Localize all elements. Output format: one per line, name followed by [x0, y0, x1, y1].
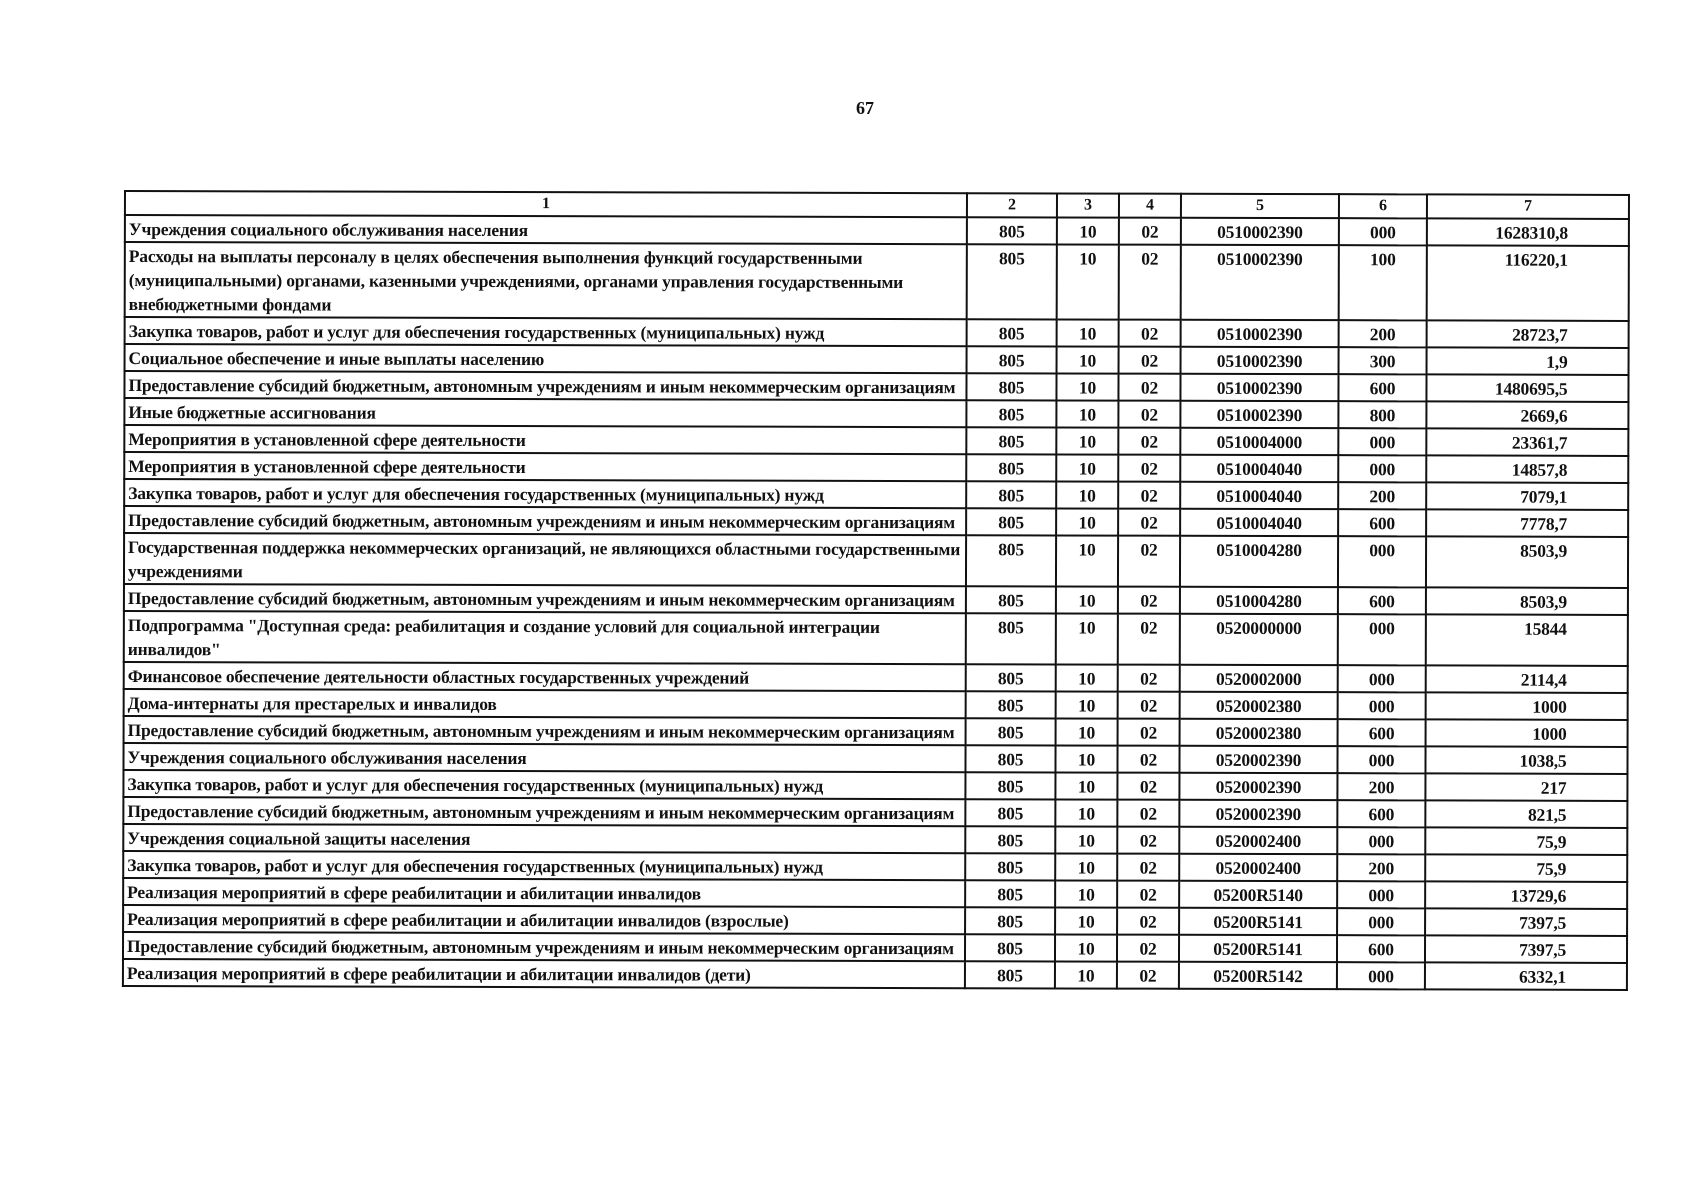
cell-admin-code: 805 — [966, 508, 1056, 535]
cell-admin-code: 805 — [965, 772, 1055, 799]
cell-subsection: 02 — [1118, 401, 1180, 428]
table-row — [123, 743, 1627, 774]
cell-subsection: 02 — [1118, 719, 1180, 746]
cell-section: 10 — [1056, 427, 1118, 454]
cell-admin-code: 805 — [965, 961, 1055, 988]
cell-subsection: 02 — [1117, 746, 1179, 773]
table-row — [125, 215, 1629, 246]
cell-target-article: 0520000000 — [1180, 614, 1338, 665]
cell-target-article: 0510004000 — [1180, 428, 1338, 455]
cell-target-article: 0510004040 — [1180, 509, 1338, 536]
cell-target-article: 0510004280 — [1180, 587, 1338, 614]
cell-amount: 1628310,8 — [1427, 218, 1629, 246]
column-header: 4 — [1119, 194, 1181, 218]
table-body — [123, 215, 1629, 990]
cell-section: 10 — [1056, 613, 1118, 664]
cell-admin-code: 805 — [965, 934, 1055, 961]
cell-amount: 8503,9 — [1426, 587, 1628, 615]
cell-subsection: 02 — [1119, 245, 1181, 320]
cell-admin-code: 805 — [965, 826, 1055, 853]
cell-target-article: 0510002390 — [1180, 374, 1338, 401]
cell-name: Расходы на выплаты персоналу в целях обеспечения выполнения функций государственными (муниципальными) органами, казенными учреждениями, органами управления государственными внебюджетными фондами — [125, 242, 967, 319]
cell-subsection: 02 — [1117, 773, 1179, 800]
cell-subsection: 02 — [1117, 800, 1179, 827]
cell-section: 10 — [1056, 586, 1118, 613]
table-row — [123, 824, 1627, 855]
column-header: 7 — [1427, 194, 1629, 219]
cell-expense-type: 000 — [1337, 908, 1425, 935]
cell-target-article: 0520002390 — [1179, 773, 1337, 800]
cell-expense-type: 000 — [1338, 665, 1426, 692]
cell-subsection: 02 — [1118, 587, 1180, 614]
cell-expense-type: 100 — [1339, 245, 1427, 320]
cell-section: 10 — [1057, 217, 1119, 244]
table-row — [125, 242, 1629, 321]
cell-subsection: 02 — [1117, 881, 1179, 908]
table-row — [124, 662, 1628, 693]
cell-name: Мероприятия в установленной сфере деятельности — [124, 425, 966, 454]
budget-table — [122, 190, 1630, 991]
cell-amount: 2669,6 — [1426, 401, 1628, 429]
cell-name: Реализация мероприятий в сфере реабилитации и абилитации инвалидов (дети) — [123, 959, 965, 988]
cell-expense-type: 000 — [1337, 881, 1425, 908]
cell-amount: 75,9 — [1425, 827, 1627, 855]
cell-admin-code: 805 — [966, 481, 1056, 508]
cell-admin-code: 805 — [966, 427, 1056, 454]
cell-subsection: 02 — [1117, 962, 1179, 989]
cell-name: Подпрограмма "Доступная среда: реабилитация и создание условий для социальной интеграции инвалидов" — [124, 611, 966, 664]
cell-section: 10 — [1056, 664, 1118, 691]
cell-amount: 13729,6 — [1425, 881, 1627, 909]
cell-amount: 1,9 — [1427, 347, 1629, 375]
cell-subsection: 02 — [1117, 935, 1179, 962]
cell-amount: 217 — [1425, 773, 1627, 801]
cell-target-article: 0520002400 — [1179, 854, 1337, 881]
cell-admin-code: 805 — [966, 718, 1056, 745]
cell-subsection: 02 — [1118, 509, 1180, 536]
cell-target-article: 0520002000 — [1180, 665, 1338, 692]
cell-expense-type: 600 — [1338, 587, 1426, 614]
cell-name: Учреждения социального обслуживания населения — [125, 215, 967, 244]
cell-target-article: 05200R5141 — [1179, 935, 1337, 962]
cell-expense-type: 000 — [1337, 827, 1425, 854]
cell-name: Предоставление субсидий бюджетным, автономным учреждениям и иным некоммерческим организациям — [123, 797, 965, 826]
cell-name: Предоставление субсидий бюджетным, автономным учреждениям и иным некоммерческим организациям — [124, 584, 966, 613]
table-row — [125, 344, 1629, 375]
cell-section: 10 — [1056, 481, 1118, 508]
cell-section: 10 — [1057, 346, 1119, 373]
cell-expense-type: 000 — [1338, 428, 1426, 455]
cell-admin-code: 805 — [965, 880, 1055, 907]
cell-amount: 7079,1 — [1426, 482, 1628, 510]
table-row — [123, 797, 1627, 828]
cell-amount: 1000 — [1426, 719, 1628, 747]
cell-subsection: 02 — [1118, 482, 1180, 509]
cell-expense-type: 200 — [1337, 854, 1425, 881]
cell-section: 10 — [1055, 907, 1117, 934]
cell-name: Предоставление субсидий бюджетным, автономным учреждениям и иным некоммерческим организациям — [124, 716, 966, 745]
cell-amount: 7397,5 — [1425, 935, 1627, 963]
cell-target-article: 0520002380 — [1180, 719, 1338, 746]
cell-amount: 6332,1 — [1425, 962, 1627, 990]
cell-amount: 7397,5 — [1425, 908, 1627, 936]
cell-section: 10 — [1056, 691, 1118, 718]
cell-target-article: 0510002390 — [1181, 218, 1339, 245]
cell-amount: 15844 — [1426, 614, 1628, 666]
cell-name: Дома-интернаты для престарелых и инвалидов — [124, 689, 966, 718]
cell-amount: 75,9 — [1425, 854, 1627, 882]
cell-admin-code: 805 — [965, 853, 1055, 880]
cell-expense-type: 600 — [1338, 719, 1426, 746]
cell-section: 10 — [1056, 508, 1118, 535]
cell-admin-code: 805 — [967, 346, 1057, 373]
cell-section: 10 — [1055, 880, 1117, 907]
cell-section: 10 — [1055, 853, 1117, 880]
column-header: 5 — [1181, 194, 1339, 218]
cell-expense-type: 000 — [1339, 218, 1427, 245]
cell-target-article: 0510002390 — [1180, 401, 1338, 428]
cell-expense-type: 600 — [1337, 935, 1425, 962]
cell-subsection: 02 — [1118, 536, 1180, 587]
cell-section: 10 — [1056, 454, 1118, 481]
page-number: 67 — [856, 98, 874, 118]
cell-section: 10 — [1055, 961, 1117, 988]
table-row — [124, 479, 1628, 510]
cell-admin-code: 805 — [967, 244, 1057, 319]
cell-target-article: 05200R5140 — [1179, 881, 1337, 908]
cell-target-article: 05200R5141 — [1179, 908, 1337, 935]
cell-subsection: 02 — [1118, 665, 1180, 692]
cell-amount: 28723,7 — [1427, 320, 1629, 348]
cell-admin-code: 805 — [966, 373, 1056, 400]
cell-name: Закупка товаров, работ и услуг для обеспечения государственных (муниципальных) нужд — [124, 479, 966, 508]
cell-name: Социальное обеспечение и иные выплаты населению — [125, 344, 967, 373]
cell-name: Предоставление субсидий бюджетным, автономным учреждениям и иным некоммерческим организациям — [123, 932, 965, 961]
cell-expense-type: 000 — [1337, 746, 1425, 773]
cell-target-article: 0510002390 — [1181, 320, 1339, 347]
cell-expense-type: 000 — [1337, 962, 1425, 989]
table-row — [123, 905, 1627, 936]
cell-target-article: 0510004280 — [1180, 536, 1338, 587]
cell-target-article: 05200R5142 — [1179, 962, 1337, 989]
cell-subsection: 02 — [1117, 908, 1179, 935]
cell-admin-code: 805 — [965, 907, 1055, 934]
cell-name: Предоставление субсидий бюджетным, автономным учреждениям и иным некоммерческим организациям — [124, 371, 966, 400]
table-row — [124, 398, 1628, 429]
cell-section: 10 — [1056, 535, 1118, 586]
cell-expense-type: 200 — [1338, 482, 1426, 509]
cell-section: 10 — [1056, 718, 1118, 745]
table-row — [123, 770, 1627, 801]
cell-amount: 8503,9 — [1426, 536, 1628, 588]
cell-target-article: 0520002400 — [1179, 827, 1337, 854]
cell-expense-type: 000 — [1338, 536, 1426, 587]
cell-section: 10 — [1056, 400, 1118, 427]
cell-target-article: 0510004040 — [1180, 455, 1338, 482]
cell-expense-type: 000 — [1338, 614, 1426, 665]
cell-expense-type: 600 — [1337, 800, 1425, 827]
cell-subsection: 02 — [1118, 374, 1180, 401]
cell-amount: 1000 — [1426, 692, 1628, 720]
table-row — [124, 689, 1628, 720]
column-header: 6 — [1339, 194, 1427, 218]
cell-admin-code: 805 — [966, 535, 1056, 586]
cell-expense-type: 000 — [1338, 455, 1426, 482]
cell-name: Учреждения социального обслуживания населения — [123, 743, 965, 772]
cell-target-article: 0510004040 — [1180, 482, 1338, 509]
cell-expense-type: 300 — [1339, 347, 1427, 374]
table-row — [124, 506, 1628, 537]
cell-target-article: 0520002380 — [1180, 692, 1338, 719]
table-row — [125, 317, 1629, 348]
cell-section: 10 — [1055, 826, 1117, 853]
cell-name: Реализация мероприятий в сфере реабилитации и абилитации инвалидов — [123, 878, 965, 907]
cell-target-article: 0520002390 — [1179, 800, 1337, 827]
cell-subsection: 02 — [1117, 854, 1179, 881]
table-row — [124, 716, 1628, 747]
cell-section: 10 — [1056, 373, 1118, 400]
cell-name: Иные бюджетные ассигнования — [124, 398, 966, 427]
table-row — [123, 878, 1627, 909]
cell-amount: 14857,8 — [1426, 455, 1628, 483]
cell-subsection: 02 — [1119, 320, 1181, 347]
cell-section: 10 — [1055, 745, 1117, 772]
cell-admin-code: 805 — [967, 319, 1057, 346]
cell-subsection: 02 — [1119, 218, 1181, 245]
cell-amount: 821,5 — [1425, 800, 1627, 828]
cell-name: Мероприятия в установленной сфере деятельности — [124, 452, 966, 481]
table-row — [124, 371, 1628, 402]
cell-admin-code: 805 — [966, 664, 1056, 691]
cell-amount: 1480695,5 — [1426, 374, 1628, 402]
cell-subsection: 02 — [1119, 347, 1181, 374]
cell-expense-type: 600 — [1338, 509, 1426, 536]
cell-amount: 1038,5 — [1425, 746, 1627, 774]
cell-target-article: 0510002390 — [1181, 347, 1339, 374]
column-header: 3 — [1057, 193, 1119, 217]
table-row — [124, 452, 1628, 483]
cell-section: 10 — [1057, 244, 1119, 319]
cell-expense-type: 800 — [1338, 401, 1426, 428]
cell-subsection: 02 — [1117, 827, 1179, 854]
cell-name: Учреждения социальной защиты населения — [123, 824, 965, 853]
cell-name: Закупка товаров, работ и услуг для обеспечения государственных (муниципальных) нужд — [125, 317, 967, 346]
cell-admin-code: 805 — [965, 745, 1055, 772]
cell-subsection: 02 — [1118, 692, 1180, 719]
cell-amount: 7778,7 — [1426, 509, 1628, 537]
cell-admin-code: 805 — [965, 799, 1055, 826]
cell-section: 10 — [1055, 934, 1117, 961]
cell-section: 10 — [1055, 772, 1117, 799]
cell-section: 10 — [1055, 799, 1117, 826]
table-row — [124, 533, 1628, 588]
cell-name: Реализация мероприятий в сфере реабилитации и абилитации инвалидов (взрослые) — [123, 905, 965, 934]
cell-admin-code: 805 — [966, 691, 1056, 718]
cell-subsection: 02 — [1118, 614, 1180, 665]
cell-expense-type: 200 — [1337, 773, 1425, 800]
cell-name: Государственная поддержка некоммерческих организаций, не являющихся областными государственными учреждениями — [124, 533, 966, 586]
cell-target-article: 0520002390 — [1179, 746, 1337, 773]
cell-amount: 23361,7 — [1426, 428, 1628, 456]
cell-admin-code: 805 — [966, 586, 1056, 613]
table-row — [123, 851, 1627, 882]
cell-admin-code: 805 — [966, 454, 1056, 481]
cell-name: Закупка товаров, работ и услуг для обеспечения государственных (муниципальных) нужд — [123, 770, 965, 799]
table-row — [124, 611, 1628, 666]
cell-name: Предоставление субсидий бюджетным, автономным учреждениям и иным некоммерческим организациям — [124, 506, 966, 535]
cell-expense-type: 600 — [1338, 374, 1426, 401]
table-row — [124, 425, 1628, 456]
cell-admin-code: 805 — [966, 400, 1056, 427]
column-header: 2 — [967, 193, 1057, 217]
cell-name: Финансовое обеспечение деятельности областных государственных учреждений — [124, 662, 966, 691]
cell-name: Закупка товаров, работ и услуг для обеспечения государственных (муниципальных) нужд — [123, 851, 965, 880]
table-row — [123, 932, 1627, 963]
cell-amount: 2114,4 — [1426, 665, 1628, 693]
cell-expense-type: 000 — [1338, 692, 1426, 719]
cell-subsection: 02 — [1118, 455, 1180, 482]
cell-expense-type: 200 — [1339, 320, 1427, 347]
cell-target-article: 0510002390 — [1181, 245, 1339, 320]
cell-subsection: 02 — [1118, 428, 1180, 455]
cell-admin-code: 805 — [967, 217, 1057, 244]
cell-amount: 116220,1 — [1427, 245, 1629, 321]
cell-section: 10 — [1057, 319, 1119, 346]
table-row — [124, 584, 1628, 615]
column-header: 1 — [125, 191, 967, 217]
table-row — [123, 959, 1627, 990]
cell-admin-code: 805 — [966, 613, 1056, 664]
